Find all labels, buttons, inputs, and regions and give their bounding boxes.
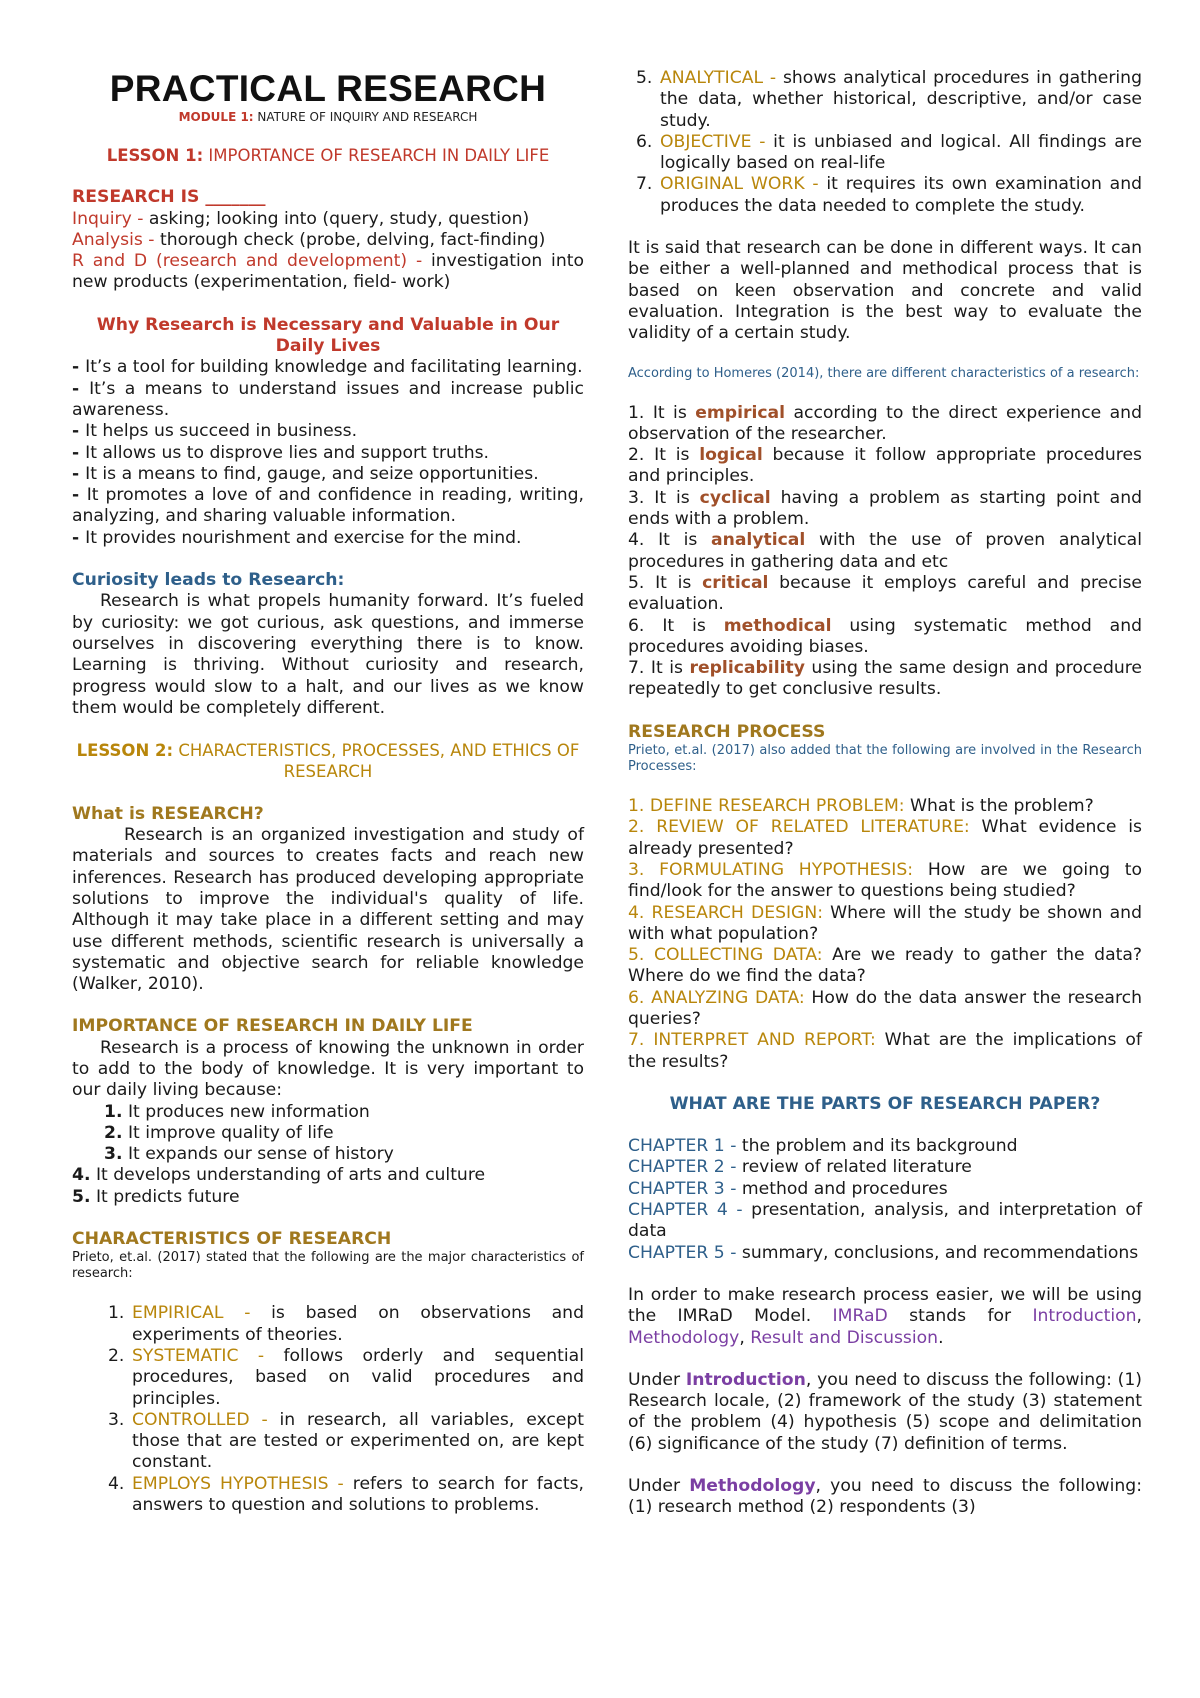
characteristics-note: Prieto, et.al. (2017) stated that the following are the major characteristics of research: <box>72 1250 584 1282</box>
characteristics-heading: CHARACTERISTICS OF RESEARCH <box>72 1229 392 1250</box>
curiosity-heading: Curiosity leads to Research: <box>72 570 345 591</box>
characteristic-item: 1. EMPIRICAL - is based on observations and experiments of theories. <box>108 1303 584 1345</box>
process-item: 7. INTERPRET AND REPORT: What are the implications of the results? <box>628 1030 1142 1072</box>
homeres-note: According to Homeres (2014), there are different characteristics of a research: <box>628 365 1140 381</box>
why-item: - It helps us succeed in business. <box>72 421 358 442</box>
ways-paragraph: It is said that research can be done in different ways. It can be either a well-planned and methodical process that is based on keen observation and concrete and valid evaluation. Integration is the best way to evaluate the validity of a certain study. <box>628 238 1142 344</box>
chapter-item: CHAPTER 4 - presentation, analysis, and interpretation of data <box>628 1200 1142 1242</box>
research-is-heading: RESEARCH IS _______ <box>72 187 266 208</box>
why-item: - It’s a tool for building knowledge and facilitating learning. <box>72 357 583 378</box>
characteristic-item: 5. ANALYTICAL - shows analytical procedures in gathering the data, whether historical, descriptive, and/or case study. <box>636 68 1142 131</box>
lesson-1-heading: LESSON 1: IMPORTANCE OF RESEARCH IN DAILY LIFE <box>106 146 550 165</box>
under-introduction-paragraph: Under Introduction, you need to discuss the following: (1) Research locale, (2) framework of the study (3) statement of the problem (4) hypothesis (5) scope and delimitation (6) significance of the study (7) definition of terms. <box>628 1369 1143 1454</box>
importance-heading: IMPORTANCE OF RESEARCH IN DAILY LIFE <box>72 1016 473 1037</box>
homeres-item: 7. It is replicability using the same design and procedure repeatedly to get conclusive results. <box>628 658 1143 700</box>
research-is-item: Analysis - thorough check (probe, delving, fact-finding) <box>72 229 546 250</box>
research-process-note: Prieto, et.al. (2017) also added that the following are involved in the Research Processes: <box>628 743 1142 775</box>
importance-item: 5. It predicts future <box>72 1186 240 1207</box>
imrad-paragraph: In order to make research process easier, we will be using the IMRaD Model. IMRaD stands for Introduction, Methodology, Result and Discussion. <box>628 1284 1142 1348</box>
why-item: - It allows us to disprove lies and support truths. <box>72 442 490 463</box>
curiosity-paragraph: Research is what propels humanity forward. It’s fueled by curiosity: we got curious, ask questions, and immerse ourselves in discovering everything there is to know. Learning is thriving. Without curiosity and research, progress would slow to a halt, and our lives as we know them would be completely different. <box>72 591 584 718</box>
importance-item: 3. It expands our sense of history <box>104 1144 394 1165</box>
what-is-research-paragraph: Research is an organized investigation and study of materials and sources to creates facts and reach new inferences. Research has produced developing appropriate solutions to improve the individual's quality of life. Although it may take place in a different setting and may use different methods, scientific research is universally a systematic and objective search for reliable knowledge (Walker, 2010). <box>72 825 584 995</box>
right-column <box>628 68 1142 1519</box>
homeres-item: 6. It is methodical using systematic method and procedures avoiding biases. <box>628 615 1143 657</box>
research-process-heading: RESEARCH PROCESS <box>628 721 826 742</box>
why-item: - It provides nourishment and exercise for the mind. <box>72 527 522 548</box>
process-item: 1. DEFINE RESEARCH PROBLEM: What is the problem? <box>628 796 1094 817</box>
process-item: 4. RESEARCH DESIGN: Where will the study be shown and with what population? <box>628 902 1142 944</box>
module-subtitle: MODULE 1: NATURE OF INQUIRY AND RESEARCH <box>178 110 478 124</box>
left-column <box>72 68 584 1516</box>
parts-heading: WHAT ARE THE PARTS OF RESEARCH PAPER? <box>669 1093 1101 1114</box>
characteristic-item: 3. CONTROLLED - in research, all variables, except those that are tested or experimented on, are kept constant. <box>108 1409 585 1473</box>
homeres-item: 2. It is logical because it follow appropriate procedures and principles. <box>628 445 1142 487</box>
process-item: 6. ANALYZING DATA: How do the data answer the research queries? <box>628 987 1142 1029</box>
under-methodology-paragraph: Under Methodology, you need to discuss the following: (1) research method (2) respondents (3) <box>628 1476 1142 1518</box>
characteristic-item: 4. EMPLOYS HYPOTHESIS - refers to search for facts, answers to question and solutions to problems. <box>108 1473 584 1516</box>
characteristic-item: 2. SYSTEMATIC - follows orderly and sequential procedures, based on valid procedures and principles. <box>108 1345 584 1409</box>
homeres-item: 4. It is analytical with the use of proven analytical procedures in gathering data and etc <box>628 530 1142 572</box>
characteristic-item: 7. ORIGINAL WORK - it requires its own examination and produces the data needed to complete the study. <box>636 174 1142 216</box>
importance-item: 2. It improve quality of life <box>104 1122 334 1143</box>
homeres-item: 3. It is cyclical having a problem as starting point and ends with a problem. <box>628 487 1143 530</box>
chapter-item: CHAPTER 1 - the problem and its background <box>628 1136 1018 1157</box>
lesson-2-heading: LESSON 2: CHARACTERISTICS, PROCESSES, AND ETHICS OF RESEARCH <box>76 741 580 782</box>
importance-paragraph: Research is a process of knowing the unknown in order to add to the body of knowledge. It is very important to our daily living because: <box>72 1037 584 1101</box>
importance-item: 4. It develops understanding of arts and culture <box>72 1165 486 1186</box>
homeres-item: 1. It is empirical according to the direct experience and observation of the researcher. <box>628 402 1142 444</box>
chapter-item: CHAPTER 3 - method and procedures <box>628 1178 948 1199</box>
research-is-item: R and D (research and development) - investigation into new products (experimentation, field- work) <box>72 251 584 293</box>
research-is-item: Inquiry - asking; looking into (query, study, question) <box>72 208 530 229</box>
importance-item: 1. It produces new information <box>104 1101 370 1122</box>
chapter-item: CHAPTER 5 - summary, conclusions, and recommendations <box>628 1242 1139 1263</box>
page-title: PRACTICAL RESEARCH <box>109 68 547 109</box>
process-item: 5. COLLECTING DATA: Are we ready to gather the data? Where do we find the data? <box>628 945 1142 987</box>
chapter-item: CHAPTER 2 - review of related literature <box>628 1157 972 1178</box>
why-item: - It is a means to find, gauge, and seize opportunities. <box>72 463 539 484</box>
characteristic-item: 6. OBJECTIVE - it is unbiased and logical. All findings are logically based on real-life <box>636 131 1142 174</box>
why-item: - It promotes a love of and confidence in reading, writing, analyzing, and sharing valuable information. <box>72 485 584 527</box>
why-item: - It’s a means to understand issues and increase public awareness. <box>72 378 584 420</box>
why-research-heading: Why Research is Necessary and Valuable in Our Daily Lives <box>96 314 560 357</box>
homeres-item: 5. It is critical because it employs careful and precise evaluation. <box>628 572 1143 615</box>
process-item: 2. REVIEW OF RELATED LITERATURE: What evidence is already presented? <box>628 817 1142 859</box>
process-item: 3. FORMULATING HYPOTHESIS: How are we going to find/look for the answer to questions being studied? <box>628 859 1142 902</box>
what-is-research-heading: What is RESEARCH? <box>72 803 264 824</box>
